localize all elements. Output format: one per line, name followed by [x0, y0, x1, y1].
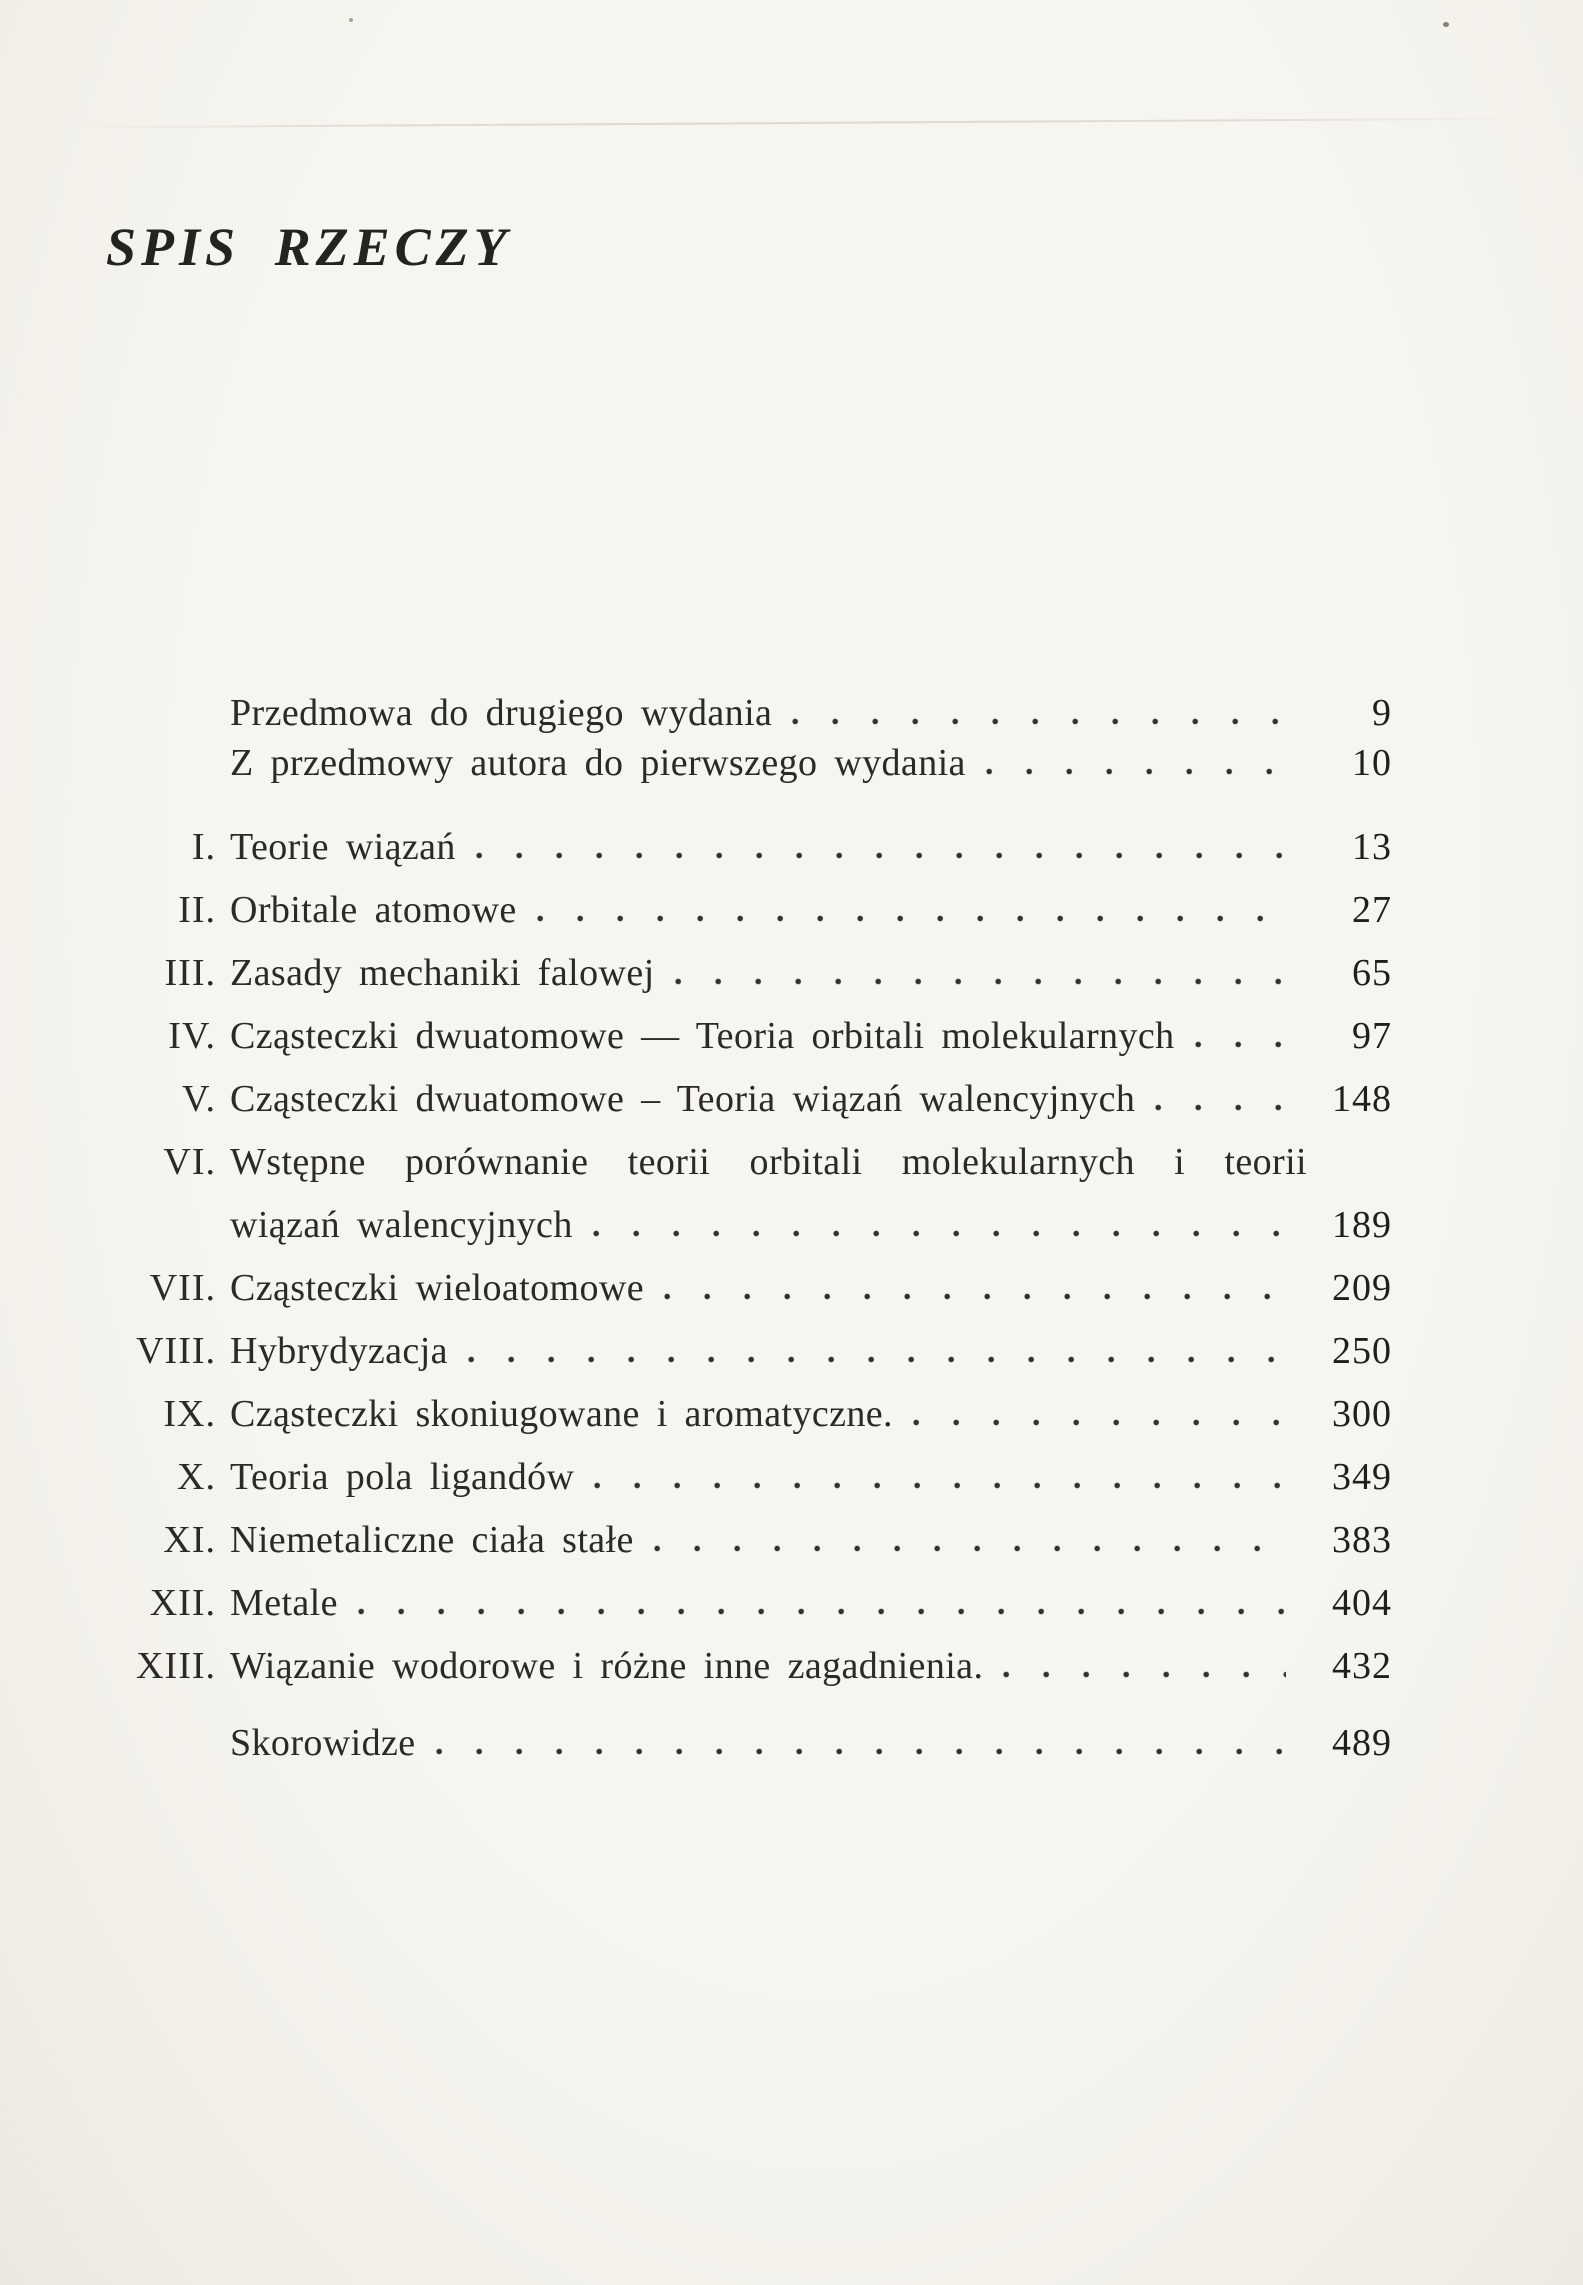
chapter-numeral: IV. — [168, 1015, 216, 1057]
toc-entry — [106, 1572, 1392, 1635]
chapter-numeral: IX. — [163, 1393, 216, 1435]
leader-dots — [654, 1545, 1286, 1552]
section-gap — [106, 788, 1392, 816]
leader-dots — [913, 1419, 1286, 1426]
chapter-title: Teoria pola ligandów — [230, 1456, 575, 1498]
page-title: SPIS RZECZY — [106, 217, 512, 277]
page-number: 148 — [1332, 1078, 1392, 1120]
chapter-numeral: XIII. — [136, 1645, 216, 1687]
chapter-title: Metale — [230, 1582, 338, 1624]
page-number: 189 — [1332, 1204, 1392, 1246]
page-number: 349 — [1332, 1456, 1392, 1498]
leader-dots — [593, 1230, 1286, 1237]
toc-entry-index — [106, 1712, 1392, 1775]
toc-entry — [106, 942, 1392, 1005]
chapter-numeral: XII. — [149, 1582, 216, 1624]
toc-entry — [106, 1383, 1392, 1446]
leader-dots — [476, 852, 1286, 859]
toc-entry — [106, 879, 1392, 942]
chapter-title-continuation: wiązań walencyjnych — [230, 1204, 573, 1246]
leader-dots — [675, 978, 1286, 985]
chapter-numeral: II. — [178, 889, 216, 931]
chapter-title: Teorie wiązań — [230, 826, 456, 868]
page-number: 300 — [1332, 1393, 1392, 1435]
page-number: 489 — [1332, 1722, 1392, 1764]
chapter-title: Cząsteczki wieloatomowe — [230, 1267, 644, 1309]
chapter-numeral: III. — [164, 952, 216, 994]
toc-entry-line2 — [106, 1194, 1392, 1257]
chapter-title: Zasady mechaniki falowej — [230, 952, 655, 994]
chapter-numeral: I. — [191, 826, 216, 868]
entry-label: Przedmowa do drugiego wydania — [230, 692, 773, 734]
chapter-numeral: VII. — [149, 1267, 216, 1309]
section-gap — [106, 1698, 1392, 1712]
chapter-numeral: XI. — [163, 1519, 216, 1561]
chapter-numeral: VIII. — [136, 1330, 216, 1372]
page-number: 209 — [1332, 1267, 1392, 1309]
page-number: 97 — [1352, 1015, 1392, 1057]
toc-entry — [106, 1005, 1392, 1068]
toc-entry — [106, 1446, 1392, 1509]
leader-dots — [594, 1482, 1286, 1489]
leader-dots — [468, 1356, 1286, 1363]
toc-entry — [106, 1068, 1392, 1131]
toc-entry-line1 — [106, 1131, 1392, 1194]
chapter-numeral: VI. — [163, 1141, 216, 1183]
page-number: 27 — [1352, 889, 1392, 931]
toc-entry — [106, 1320, 1392, 1383]
leader-dots — [1155, 1104, 1286, 1111]
toc-entry — [106, 816, 1392, 879]
page-number: 404 — [1332, 1582, 1392, 1624]
toc-entry-preface — [106, 688, 1392, 738]
page-number: 65 — [1352, 952, 1392, 994]
chapter-title: Hybrydyzacja — [230, 1330, 448, 1372]
toc-entry — [106, 1509, 1392, 1572]
scan-speck — [349, 18, 353, 22]
toc-entry-preface — [106, 738, 1392, 788]
page-number: 13 — [1352, 826, 1392, 868]
chapter-title: Wstępne porównanie teorii orbitali molekularnych i teorii — [230, 1141, 1307, 1183]
chapter-title: Cząsteczki dwuatomowe — Teoria orbitali molekularnych — [230, 1015, 1175, 1057]
page-number: 383 — [1332, 1519, 1392, 1561]
page-number: 432 — [1332, 1645, 1392, 1687]
entry-label: Z przedmowy autora do pierwszego wydania — [230, 742, 966, 784]
chapter-numeral: V. — [181, 1078, 216, 1120]
leader-dots — [792, 718, 1286, 725]
leader-dots — [664, 1293, 1286, 1300]
chapter-title: Wiązanie wodorowe i różne inne zagadnienia. — [230, 1645, 984, 1687]
leader-dots — [1003, 1671, 1286, 1678]
page-number: 9 — [1372, 692, 1392, 734]
leader-dots — [986, 768, 1286, 775]
scan-speck — [1443, 22, 1449, 27]
scan-crease-artifact — [70, 118, 1520, 129]
chapter-title: Orbitale atomowe — [230, 889, 517, 931]
leader-dots — [1195, 1041, 1286, 1048]
chapter-title: Cząsteczki skoniugowane i aromatyczne. — [230, 1393, 893, 1435]
chapter-title: Cząsteczki dwuatomowe – Teoria wiązań walencyjnych — [230, 1078, 1136, 1120]
page-number: 10 — [1352, 742, 1392, 784]
chapter-title: Niemetaliczne ciała stałe — [230, 1519, 634, 1561]
toc-entry — [106, 1257, 1392, 1320]
toc-entry — [106, 1635, 1392, 1698]
table-of-contents — [106, 688, 1392, 1775]
leader-dots — [358, 1608, 1286, 1615]
chapter-numeral: X. — [177, 1456, 216, 1498]
page-number: 250 — [1332, 1330, 1392, 1372]
entry-label: Skorowidze — [230, 1722, 416, 1764]
leader-dots — [436, 1748, 1286, 1755]
leader-dots — [537, 915, 1286, 922]
